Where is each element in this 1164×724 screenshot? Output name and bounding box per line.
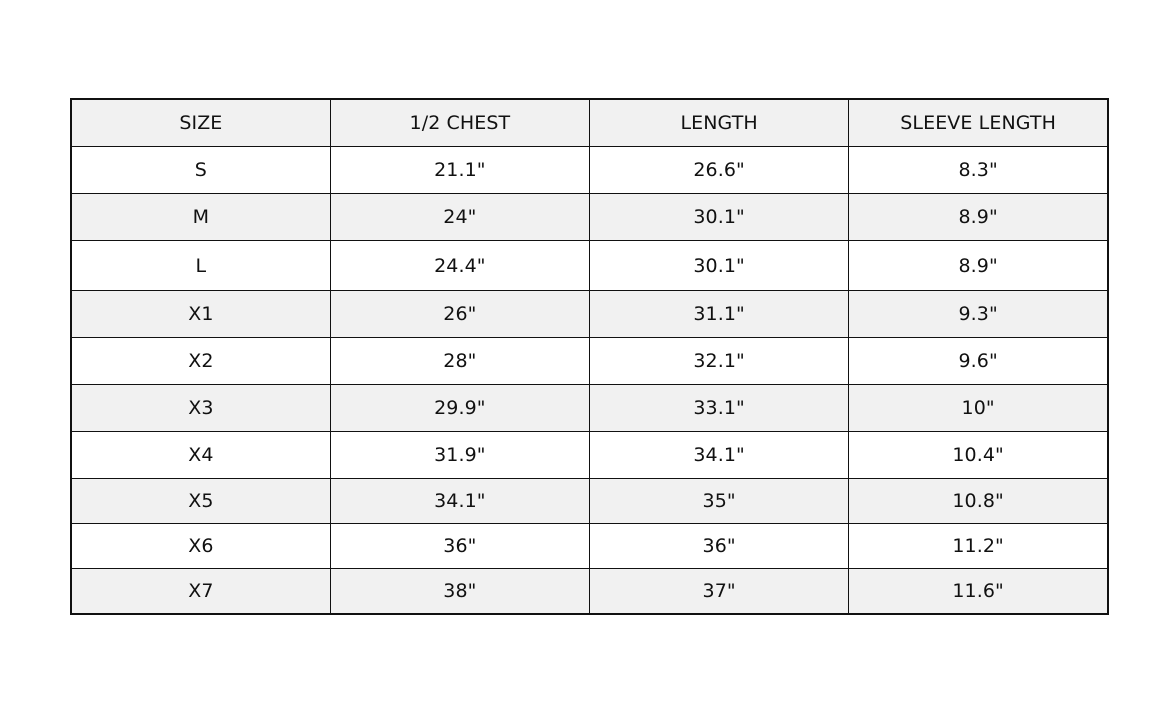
cell-sleeve-length: 9.6" <box>849 338 1108 385</box>
cell-size: X2 <box>71 338 330 385</box>
size-chart-table <box>70 98 1109 615</box>
cell-half-chest: 31.9" <box>330 432 589 479</box>
cell-half-chest: 29.9" <box>330 385 589 432</box>
cell-length: 34.1" <box>590 432 849 479</box>
cell-size: X5 <box>71 479 330 524</box>
table-row <box>71 291 1108 338</box>
cell-sleeve-length: 8.3" <box>849 147 1108 194</box>
cell-size: X7 <box>71 569 330 614</box>
cell-length: 33.1" <box>590 385 849 432</box>
header-row <box>71 99 1108 147</box>
cell-length: 36" <box>590 524 849 569</box>
cell-length: 32.1" <box>590 338 849 385</box>
table-row <box>71 432 1108 479</box>
cell-length: 30.1" <box>590 194 849 241</box>
table-row <box>71 569 1108 614</box>
size-chart-header <box>71 99 1108 147</box>
cell-length: 35" <box>590 479 849 524</box>
cell-sleeve-length: 8.9" <box>849 194 1108 241</box>
cell-length: 37" <box>590 569 849 614</box>
cell-half-chest: 24" <box>330 194 589 241</box>
cell-size: X1 <box>71 291 330 338</box>
cell-sleeve-length: 8.9" <box>849 241 1108 291</box>
cell-length: 30.1" <box>590 241 849 291</box>
cell-size: M <box>71 194 330 241</box>
cell-half-chest: 26" <box>330 291 589 338</box>
cell-half-chest: 34.1" <box>330 479 589 524</box>
table-row <box>71 385 1108 432</box>
cell-size: X4 <box>71 432 330 479</box>
cell-sleeve-length: 11.6" <box>849 569 1108 614</box>
header-size: SIZE <box>71 99 330 147</box>
cell-size: X6 <box>71 524 330 569</box>
table-row <box>71 338 1108 385</box>
table-row <box>71 194 1108 241</box>
cell-half-chest: 38" <box>330 569 589 614</box>
table-row <box>71 147 1108 194</box>
cell-half-chest: 28" <box>330 338 589 385</box>
table-row <box>71 479 1108 524</box>
cell-size: S <box>71 147 330 194</box>
cell-sleeve-length: 10" <box>849 385 1108 432</box>
cell-sleeve-length: 10.4" <box>849 432 1108 479</box>
cell-sleeve-length: 11.2" <box>849 524 1108 569</box>
size-chart-body <box>71 147 1108 614</box>
cell-size: X3 <box>71 385 330 432</box>
cell-half-chest: 36" <box>330 524 589 569</box>
header-half-chest: 1/2 CHEST <box>330 99 589 147</box>
cell-half-chest: 24.4" <box>330 241 589 291</box>
cell-sleeve-length: 9.3" <box>849 291 1108 338</box>
table-row <box>71 241 1108 291</box>
cell-length: 31.1" <box>590 291 849 338</box>
cell-length: 26.6" <box>590 147 849 194</box>
cell-sleeve-length: 10.8" <box>849 479 1108 524</box>
cell-size: L <box>71 241 330 291</box>
cell-half-chest: 21.1" <box>330 147 589 194</box>
header-length: LENGTH <box>590 99 849 147</box>
header-sleeve-length: SLEEVE LENGTH <box>849 99 1108 147</box>
table-row <box>71 524 1108 569</box>
